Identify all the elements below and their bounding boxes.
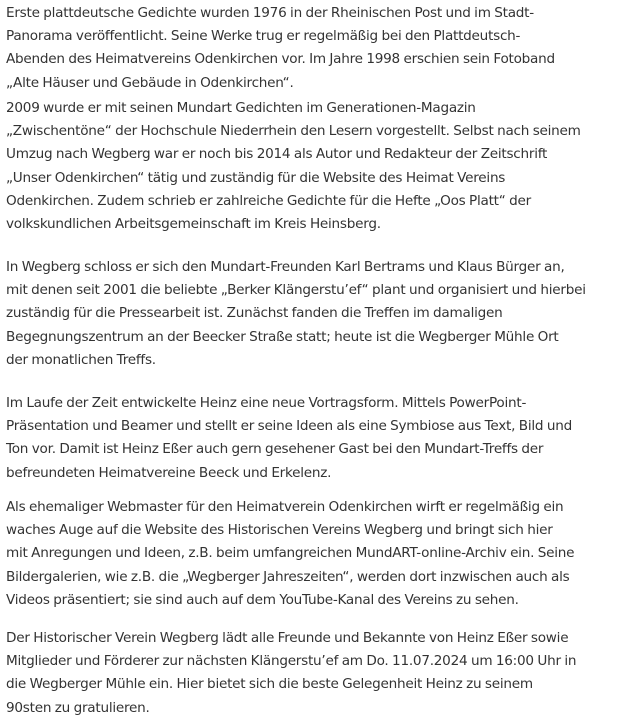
text-line: Odenkirchen. Zudem schrieb er zahlreiche Gedichte für die Hefte „Oos Platt“ der [6, 192, 531, 209]
text-line: Videos präsentiert; sie sind auch auf dem YouTube-Kanal des Vereins zu sehen. [6, 591, 519, 608]
text-line: „Zwischentöne“ der Hochschule Niederrhein den Lesern vorgestellt. Selbst nach seinem [6, 123, 581, 140]
text-line: volkskundlichen Arbeitsgemeinschaft im Kreis Heinsberg. [6, 216, 381, 233]
text-line: mit denen seit 2001 die beliebte „Berker Klängerstu’ef“ plant und organisiert und hierbei [6, 282, 586, 299]
text-line: Bildergalerien, wie z.B. die „Wegberger Jahreszeiten“, werden dort inzwischen auch als [6, 568, 570, 585]
text-line: „Alte Häuser und Gebäude in Odenkirchen“. [6, 74, 294, 91]
text-line: Umzug nach Wegberg war er noch bis 2014 als Autor und Redakteur der Zeitschrift [6, 146, 548, 163]
text-line: Panorama veröffentlicht. Seine Werke trug er regelmäßig bei den Plattdeutsch- [6, 28, 521, 45]
text-line: der monatlichen Treffs. [6, 351, 156, 368]
paragraph-zwischentoene [6, 97, 581, 236]
text-line: mit Anregungen und Ideen, z.B. beim umfangreichen MundART-online-Archiv ein. Seine [6, 545, 575, 562]
text-line: zuständig für die Pressearbeit ist. Zunächst fanden die Treffen im damaligen [6, 305, 503, 322]
paragraph-first-poems [6, 2, 555, 95]
text-line: 90sten zu gratulieren. [6, 699, 150, 716]
text-line: Mitglieder und Förderer zur nächsten Klängerstu’ef am Do. 11.07.2024 um 16:00 Uhr in [6, 653, 577, 670]
paragraph-vortragsform [6, 392, 572, 485]
text-line: Im Laufe der Zeit entwickelte Heinz eine neue Vortragsform. Mittels PowerPoint- [6, 395, 527, 411]
paragraph-wegberg [6, 256, 586, 372]
text-line: Als ehemaliger Webmaster für den Heimatverein Odenkirchen wirft er regelmäßig ein [6, 499, 564, 515]
text-line: die Wegberger Mühle ein. Hier bietet sich die beste Gelegenheit Heinz zu seinem [6, 676, 533, 693]
text-line: Abenden des Heimatvereins Odenkirchen vor. Im Jahre 1998 erschien sein Fotoband [6, 51, 555, 68]
paragraph-invitation [6, 627, 576, 720]
text-line: 2009 wurde er mit seinen Mundart Gedichten im Generationen-Magazin [6, 100, 476, 116]
text-line: Der Historischer Verein Wegberg lädt alle Freunde und Bekannte von Heinz Eßer sowie [6, 630, 569, 646]
text-line: waches Auge auf die Website des Historischen Vereins Wegberg und bringt sich hier [6, 522, 553, 539]
text-line: Ton vor. Damit ist Heinz Eßer auch gern gesehener Gast bei den Mundart-Treffs der [6, 441, 544, 458]
text-line: Erste plattdeutsche Gedichte wurden 1976 in der Rheinischen Post und im Stadt- [6, 5, 534, 21]
text-line: In Wegberg schloss er sich den Mundart-Freunden Karl Bertrams und Klaus Bürger an, [6, 259, 565, 275]
text-line: „Unser Odenkirchen“ tätig und zuständig für die Website des Heimat Vereins [6, 169, 506, 186]
text-line: Präsentation und Beamer und stellt er seine Ideen als eine Symbiose aus Text, Bild und [6, 418, 572, 435]
text-line: Begegnungszentrum an der Beecker Straße statt; heute ist die Wegberger Mühle Ort [6, 328, 559, 345]
text-line: befreundeten Heimatvereine Beeck und Erkelenz. [6, 464, 332, 481]
paragraph-webmaster [6, 496, 574, 612]
